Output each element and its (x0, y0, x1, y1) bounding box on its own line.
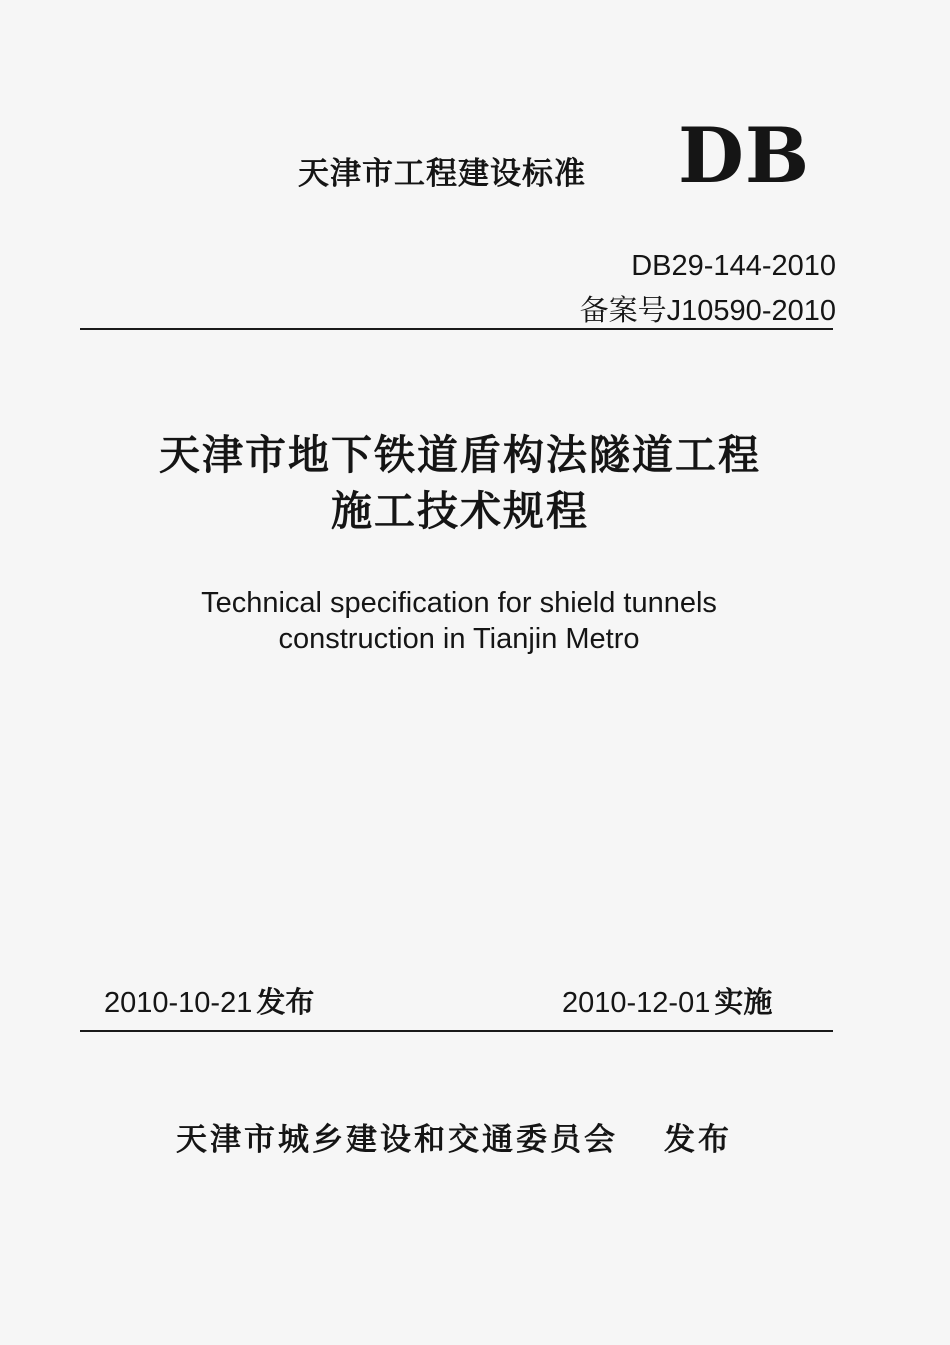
chinese-title-line-2: 施工技术规程 (331, 487, 589, 535)
english-title-line-2: construction in Tianjin Metro (278, 623, 640, 655)
english-title-line-1: Technical specification for shield tunnels (201, 587, 717, 619)
publish-label: 发布 (664, 1122, 732, 1158)
issue-date-block (104, 980, 314, 1021)
chinese-title-line-1: 天津市地下铁道盾构法隧道工程 (159, 431, 761, 479)
implementation-date-block (562, 980, 772, 1021)
bottom-divider (80, 1030, 833, 1032)
record-number: 备案号J10590-2010 (579, 295, 836, 327)
implementation-label: 实施 (714, 985, 773, 1019)
implementation-date: 2010-12-01 (562, 987, 711, 1019)
issue-date: 2010-10-21 (104, 987, 253, 1019)
issue-label: 发布 (256, 985, 315, 1019)
top-divider (80, 328, 833, 330)
standard-number: DB29-144-2010 (631, 250, 836, 282)
standard-category-label: 天津市工程建设标准 (298, 156, 586, 192)
db-standard-mark: DB (678, 111, 811, 200)
publisher-name: 天津市城乡建设和交通委员会 (176, 1122, 618, 1158)
